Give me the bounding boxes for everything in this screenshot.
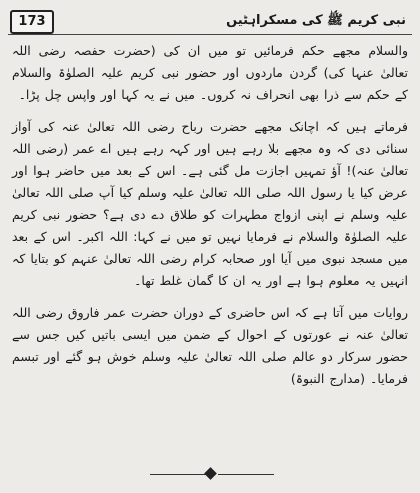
ornament-line-left [150, 474, 206, 475]
page-number: 173 [18, 14, 46, 29]
ornament-line-right [218, 474, 274, 475]
paragraph-gap [12, 106, 408, 116]
header-divider [8, 34, 412, 35]
paragraph-1: والسلام مجھے حکم فرمائیں تو میں ان کی (حضرت حفصہ رضی اللہ تعالیٰ عنہا کی) گردن ماردوں اور حضور نبی کریم علیہ الصلوٰۃ والسلام کے حکم سے ذرا بھی انحراف نہ کروں۔ میں نے یہ کہا اور واپس چل پڑا۔ [12, 43, 408, 102]
diamond-icon [204, 467, 217, 480]
paragraph-2: فرماتے ہیں کہ اچانک مجھے حضرت رباح رضی اللہ تعالیٰ عنہ کی آواز سنائی دی کہ وہ مجھے بلا رہے ہیں اور کہہ رہے ہیں اے عمر (رضی اللہ تعالیٰ عنہ)! آؤ تمہیں اجازت مل گئی ہے۔ اس کے بعد میں حاضر ہوا اور عرض کیا یا رسول اللہ صلی اللہ تعالیٰ علیہ وسلم کیا آپ صلی اللہ تعالیٰ علیہ وسلم نے اپنی ازواج مطہرات کو طلاق دے دی ہے؟ حضور نبی کریم علیہ الصلوٰۃ والسلام نے فرمایا نہیں تو میں نے کہا: اللہ اکبر۔ اس کے بعد میں مسجد نبوی میں آیا اور صحابہ کرام رضی اللہ تعالیٰ عنہم کو بتایا کہ انہیں یہ معلوم ہوا ہے اور یہ ان کا گمان غلط تھا۔ [12, 119, 408, 288]
paragraph-gap [12, 292, 408, 302]
body-text [12, 40, 408, 390]
running-header: نبی کریم ﷺ کی مسکراہٹیں [226, 13, 406, 28]
section-end-ornament [0, 468, 420, 482]
paragraph-3: روایات میں آتا ہے کہ اس حاضری کے دوران حضرت عمر فاروق رضی اللہ تعالیٰ عنہ نے عورتوں کے احوال کے ضمن میں ایسی باتیں کیں جس سے حضور سرکار دو عالم صلی اللہ تعالیٰ علیہ وسلم خوش ہو گئے اور تبسم فرمایا۔ (مدارج النبوۃ) [12, 305, 408, 386]
page-number-box [10, 10, 54, 34]
